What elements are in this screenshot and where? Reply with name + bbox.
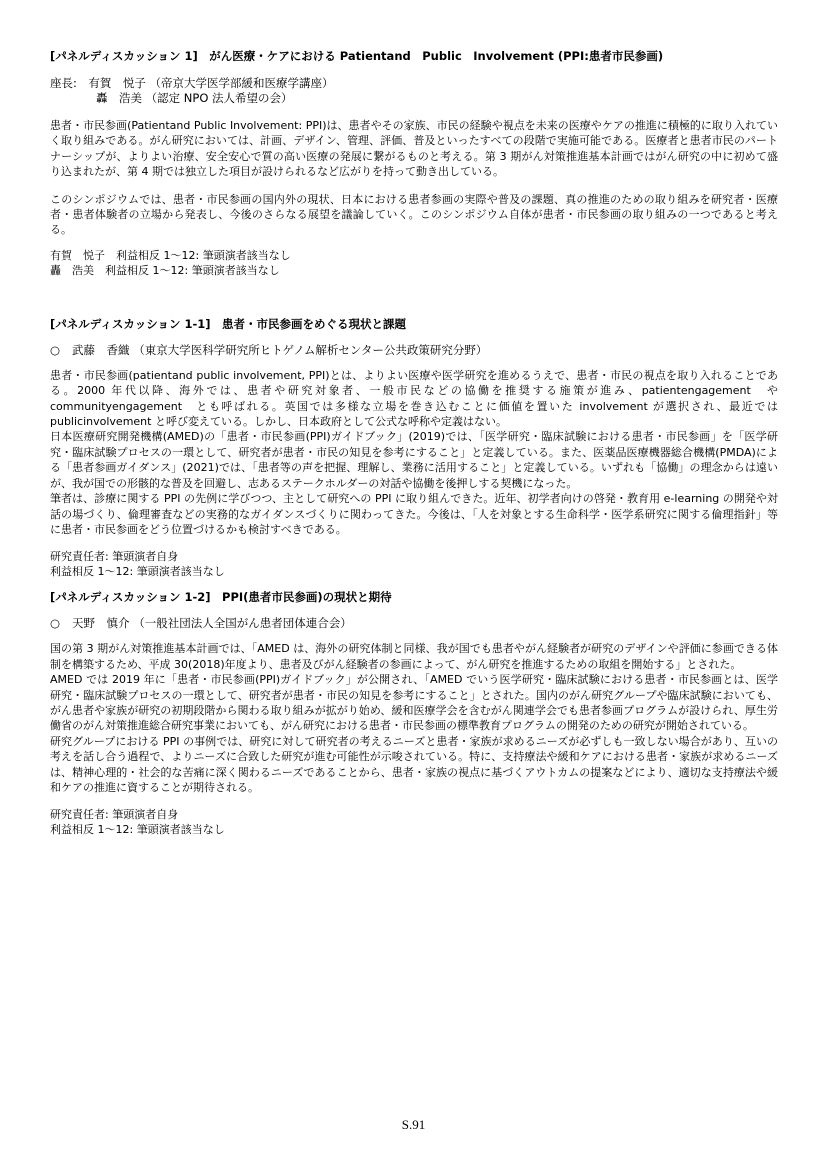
talk2-heading: [パネルディスカッション 1-2] PPI(患者市民参画)の現状と期待 <box>50 590 392 605</box>
chair-line-1: 座長: 有賀 悦子 （帝京大学医学部緩和医療学講座） <box>50 76 334 90</box>
panel-paragraph-2: このシンポジウムでは、患者・市民参画の国内外の現状、日本における患者参画の実際や普及の課題、真の推進のための取り組みを研究者・医療者・患者体験者の立場から発表し、今後のさらなる展望を議論していく。このシンポジウム自体が患者・市民参画の取り組みの一つであると考える。 <box>50 192 778 237</box>
page-number: S.91 <box>401 1117 426 1132</box>
chair-line-2: 轟 浩美 （認定 NPO 法人希望の会） <box>96 91 293 105</box>
panel-paragraph-1: 患者・市民参画(Patientand Public Involvement: PPI)は、患者やその家族、市民の経験や視点を未来の医療やケアの推進に積極的に取り入れていく取り組みである。がん研究においては、計画、デザイン、管理、評価、普及といったすべての段階で実施可能である。医療者と患者市民のパートナーシップが、よりよい治療、安全安心で質の高い医療の発展に繋がるものと考える。第 3 期がん対策推進基本計画ではがん研究の中に初めて盛り込まれたが、第 4 期では独立した項目が設けられるなど広がりを持って動き出している。 <box>50 119 778 179</box>
chairpersons <box>50 76 778 106</box>
talk1-paragraph-2: 日本医療研究開発機構(AMED)の「患者・市民参画(PPI)ガイドブック」(2019)では、「医学研究・臨床試験における患者・市民参画」を「医学研究・臨床試験プロセスの一環として、研究者が患者・市民の知見を参考にすること」と定義している。また、医薬品医療機器総合機構(PMDA)による「患者参画ガイダンス」(2021)では、「患者等の声を把握、理解し、業務に活用すること」と定義している。いずれも「協働」の理念からは遠いが、我が国での形骸的な普及を回避し、志あるステークホルダーの対話や協働を後押しする契機になった。 <box>50 430 778 490</box>
talk1-presenter-line <box>50 342 778 358</box>
panel-heading: [パネルディスカッション 1] がん医療・ケアにおける Patientand Public Involvement (PPI:患者市民参画) <box>50 49 664 63</box>
talk1-responsibility: 研究責任者: 筆頭演者自身 <box>50 550 179 564</box>
panel-coi-1: 有賀 悦子 利益相反 1〜12: 筆頭演者該当なし <box>50 248 291 262</box>
talk1-coi: 利益相反 1〜12: 筆頭演者該当なし <box>50 565 225 579</box>
page-content <box>50 48 789 837</box>
presenter-marker-icon: ○ <box>50 616 61 631</box>
talk2-presenter: 天野 慎介 （一般社団法人全国がん患者団体連合会） <box>72 616 352 631</box>
talk1-paragraph-1: 患者・市民参画(patientand public involvement, PPI)とは、よりよい医療や医学研究を進めるうえで、患者・市民の視点を取り入れることである。2000 年代以降、海外では、患者や研究対象者、一般市民などの協働を推奨する施策が進み、patientengagement や communityengagement とも呼ばれる。英国では多様な立場を巻き込むことに価値を置いた involvement が選択され、最近では publicinvolvement と呼び変えている。しかし、日本政府として公式な呼称や定義はない。 <box>50 368 789 429</box>
talk2-paragraph-2: AMED では 2019 年に「患者・市民参画(PPI)ガイドブック」が公開され、「AMED でいう医学研究・臨床試験における患者・市民参画とは、医学研究・臨床試験プロセスの一環として、研究者が患者・市民の知見を参考にすること」とされた。国内のがん研究グループや臨床試験においても、がん患者や家族が研究の初期段階から関わる取り組みが拡がり始め、緩和医療学会を含むがん関連学会でも患者参画プログラムが設けられ、厚生労働省のがん対策推進総合研究事業においても、がん研究における患者・市民参画の標準教育プログラムの開発のための研究が開始されている。 <box>50 673 778 733</box>
talk1-paragraph-3: 筆者は、診療に関する PPI の先例に学びつつ、主として研究への PPI に取り組んできた。近年、初学者向けの啓発・教育用 e-learning の開発や対話の場づくり、倫理審査などの実務的なガイダンスづくりに関わってきた。今後は、「人を対象とする生命科学・医学系研究に関する倫理指針」等に患者・市民参画をどう位置づけるかも検討すべきである。 <box>50 492 778 536</box>
talk2-presenter-line <box>50 615 778 631</box>
presenter-marker-icon: ○ <box>50 342 61 357</box>
talk1-heading: [パネルディスカッション 1-1] 患者・市民参画をめぐる現状と課題 <box>50 316 407 331</box>
talk2-responsibility: 研究責任者: 筆頭演者自身 <box>50 808 179 822</box>
talk1-presenter: 武藤 香織 （東京大学医科学研究所ヒトゲノム解析センター公共政策研究分野） <box>72 342 488 357</box>
talk2-coi: 利益相反 1〜12: 筆頭演者該当なし <box>50 823 225 837</box>
talk2-paragraph-3: 研究グループにおける PPI の事例では、研究に対して研究者の考えるニーズと患者・家族が求めるニーズが必ずしも一致しない場合があり、互いの考えを話し合う過程で、よりニーズに合致した研究が進む可能性が示唆されている。特に、支持療法や緩和ケアにおける患者・家族が求めるニーズは、精神心理的・社会的な苦痛に深く関わるニーズであることから、患者・家族の視点に基づくアウトカムの提案などにより、適切な支持療法や緩和ケアの推進に資することが期待される。 <box>50 734 778 794</box>
talk2-paragraph-1: 国の第 3 期がん対策推進基本計画では、「AMED は、海外の研究体制と同様、我が国でも患者やがん経験者が研究のデザインや評価に参画できる体制を構築するため、平成 30(2018)年度より、患者及びがん経験者の参画によって、がん研究を推進するための取組を開始する」とされた。 <box>50 642 778 671</box>
panel-coi-2: 轟 浩美 利益相反 1〜12: 筆頭演者該当なし <box>50 263 280 277</box>
